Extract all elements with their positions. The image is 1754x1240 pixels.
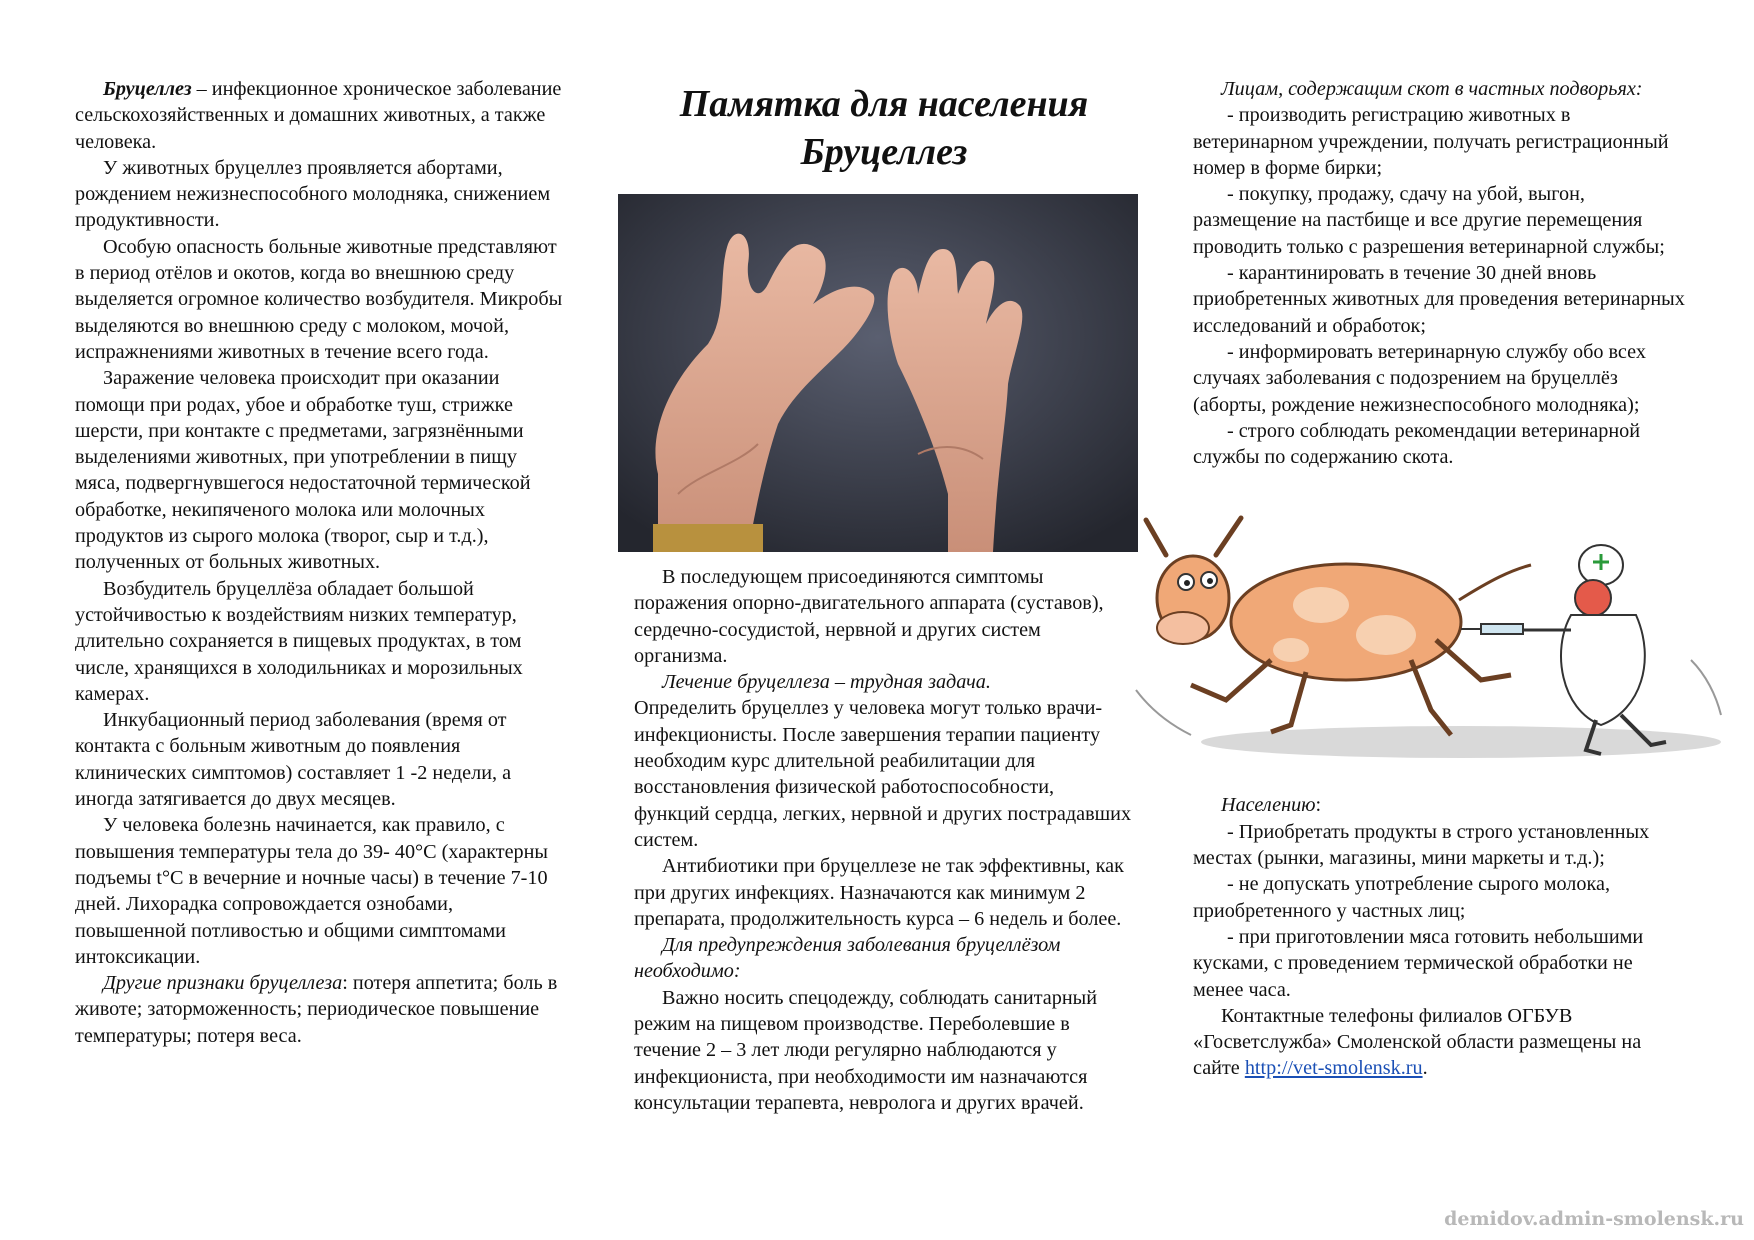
population-item-meat: - при приготовлении мяса готовить небольшими кусками, с проведением термической обработки не менее часа. <box>1193 925 1644 1001</box>
owners-item-inform: - информировать ветеринарную службу обо всех случаях заболевания с подозрением на бруцеллёз (аборты, рождение нежизнеспособного молодняка); <box>1193 340 1646 416</box>
other-signs-text: : потеря аппетита; боль в животе; заторможенность; периодическое повышение температуры; потеря веса. <box>75 972 558 1047</box>
right-column <box>1193 76 1688 1082</box>
treatment-label: Лечение бруцеллеза – трудная задача. <box>662 671 991 694</box>
population-intro <box>1193 792 1688 818</box>
left-paragraph-infection: Заражение человека происходит при оказании помощи при родах, убое и обработке туш, стрижке шерсти, при контакте с предметами, загрязнёнными выделениями животных, при употреблении в пищу мяса, подвергнувшегося недостаточной термической обработке, некипяченого молока или молочных продуктов из сырого молока (творог, сыр и т.д.), полученных от больных животных. <box>75 367 531 574</box>
population-colon: : <box>1315 794 1322 817</box>
owners-intro <box>1193 76 1688 102</box>
left-paragraph-incubation: Инкубационный период заболевания (время от контакта с больным животным до появления клинических симптомов) составляет 1 -2 недели, а иногда затягивается до двух месяцев. <box>75 709 512 811</box>
title-line-2: Бруцеллез <box>800 131 968 173</box>
population-item-milk: - не допускать употребление сырого молока, приобретенного у частных лиц; <box>1193 873 1610 922</box>
hands-photo <box>618 194 1138 552</box>
middle-paragraph-antibiotics: Антибиотики при бруцеллезе не так эффективны, как при других инфекциях. Назначаются как минимум 2 препарата, продолжительность курса – 6 недель и более. <box>634 855 1124 930</box>
owners-item-recommendations: - строго соблюдать рекомендации ветеринарной службы по содержанию скота. <box>1193 419 1641 469</box>
middle-paragraph-treatment <box>634 669 1134 695</box>
left-paragraph-animals: У животных бруцеллез проявляется абортами, рождением нежизнеспособного молодняка, снижением продуктивности. <box>75 156 551 232</box>
left-paragraph-pathogen: Возбудитель бруцеллёза обладает большой устойчивостью к воздействиям низких температур, длительно сохраняется в пищевых продуктах, в том числе, хранящихся в холодильниках и морозильных камерах. <box>75 577 523 705</box>
site-watermark: demidov.admin-smolensk.ru <box>1444 1208 1744 1230</box>
left-paragraph-onset: У человека болезнь начинается, как правило, с повышения температуры тела до 39- 40°С (характерны подъемы t°С в вечерние и ночные часы) в течение 7-10 дней. Лихорадка сопровождается ознобами, повышенной потливостью и общими симптомами интоксикации. <box>75 814 548 968</box>
cow-doctor-cartoon <box>1131 510 1741 772</box>
other-signs-label: Другие признаки бруцеллеза <box>103 972 343 995</box>
left-paragraph-other-signs <box>75 970 567 1049</box>
left-column <box>75 76 567 1049</box>
owners-item-movement: - покупку, продажу, сдачу на убой, выгон, размещение на пастбище и все другие перемещения проводить только с разрешения ветеринарной службы; <box>1193 183 1665 258</box>
term-brucellosis: Бруцеллез <box>103 78 192 100</box>
population-label: Населению <box>1221 794 1316 817</box>
middle-column <box>634 80 1134 1116</box>
owners-intro-label: Лицам, содержащим скот в частных подворьях: <box>1221 78 1643 100</box>
owners-item-registration: - производить регистрацию животных в ветеринарном учреждении, получать регистрационный номер в форме бирки; <box>1193 104 1669 179</box>
prevention-label: Для предупреждения заболевания бруцеллёзом необходимо: <box>634 934 1061 983</box>
left-paragraph-definition <box>75 76 567 155</box>
middle-paragraph-treatment-text: Определить бруцеллез у человека могут только врачи-инфекционисты. После завершения терапии пациенту необходим курс длительной реабилитации для восстановления физической работоспособности, функций сердца, легких, нервной и других пострадавших систем. <box>634 697 1132 851</box>
title-line-1: Памятка для населения <box>679 83 1089 125</box>
page-title <box>634 80 1134 176</box>
middle-paragraph-prevention: Важно носить спецодежду, соблюдать санитарный режим на пищевом производстве. Переболевшие в течение 2 – 3 лет люди регулярно наблюдаются у инфекциониста, при необходимости им назначаются консультации терапевта, невролога и других врачей. <box>634 986 1098 1114</box>
middle-paragraph-prevention-label <box>634 932 1134 985</box>
vet-site-link[interactable]: http://vet-smolensk.ru <box>1244 1057 1423 1080</box>
middle-paragraph-symptoms: В последующем присоединяются симптомы поражения опорно-двигательного аппарата (суставов), сердечно-сосудистой, нервной и других систем организма. <box>634 566 1104 667</box>
contacts-text: Контактные телефоны филиалов ОГБУВ «Госветслужба» Смоленской области размещены на сайте <box>1193 1004 1642 1080</box>
owners-item-quarantine: - карантинировать в течение 30 дней вновь приобретенных животных для проведения ветеринарных исследований и обработок; <box>1193 262 1685 337</box>
middle-text <box>634 564 1134 1116</box>
definition-text: – инфекционное хроническое заболевание сельскохозяйственных и домашних животных, а также человека. <box>75 78 562 153</box>
contacts-end: . <box>1422 1057 1428 1080</box>
population-item-products: - Приобретать продукты в строго установленных местах (рынки, магазины, мини маркеты и т.д.); <box>1193 820 1650 870</box>
left-paragraph-danger: Особую опасность больные животные представляют в период отёлов и окотов, когда во внешнюю среду выделяется огромное количество возбудителя. Микробы выделяются во внешнюю среду с молоком, мочой, испражнениями животных в течение всего года. <box>75 235 563 363</box>
contacts-paragraph <box>1193 1003 1688 1082</box>
